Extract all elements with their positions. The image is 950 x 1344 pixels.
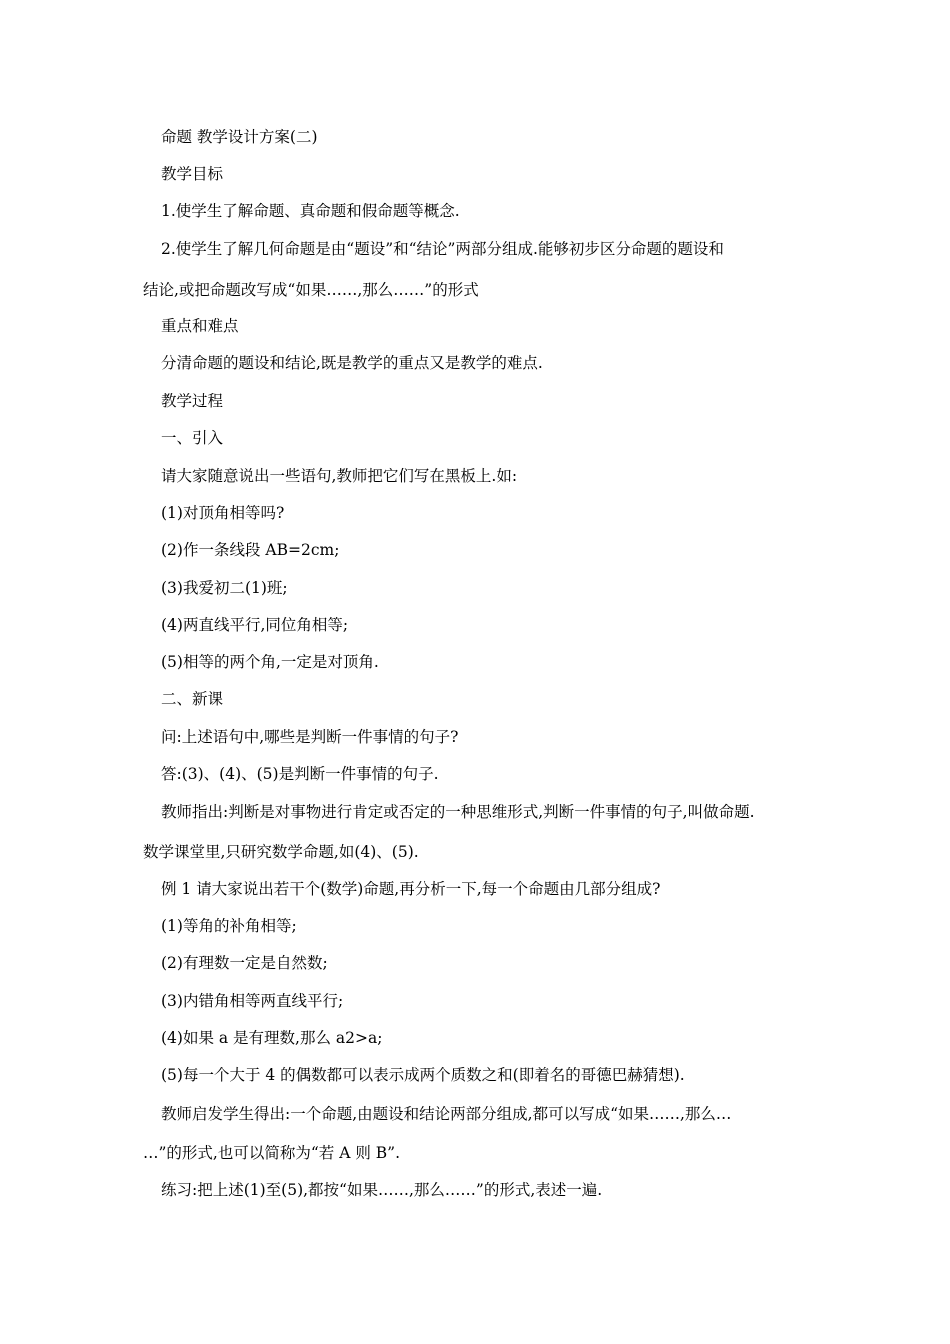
paragraph-line: 请大家随意说出一些语句,教师把它们写在黑板上.如: xyxy=(161,467,518,485)
paragraph-line: 问:上述语句中,哪些是判断一件事情的句子? xyxy=(161,728,459,746)
paragraph-line-continued: 数学课堂里,只研究数学命题,如(4)、(5). xyxy=(143,843,419,861)
paragraph-line: 教师启发学生得出:一个命题,由题设和结论两部分组成,都可以写成“如果……,那么… xyxy=(161,1105,732,1123)
list-item: (4)两直线平行,同位角相等; xyxy=(161,616,349,634)
list-item: (2)有理数一定是自然数; xyxy=(161,954,328,972)
list-item: (3)我爱初二(1)班; xyxy=(161,579,288,597)
paragraph-line-continued: …”的形式,也可以简称为“若 A 则 B”. xyxy=(143,1144,400,1162)
paragraph-line: 例 1 请大家说出若干个(数学)命题,再分析一下,每一个命题由几部分组成? xyxy=(161,880,661,898)
list-item: (5)相等的两个角,一定是对顶角. xyxy=(161,653,379,671)
subsection-heading-new-lesson: 二、新课 xyxy=(161,690,224,708)
paragraph-line: 2.使学生了解几何命题是由“题设”和“结论”两部分组成.能够初步区分命题的题设和 xyxy=(161,240,724,258)
list-item: (3)内错角相等两直线平行; xyxy=(161,992,344,1010)
paragraph-line-continued: 结论,或把命题改写成“如果……,那么……”的形式 xyxy=(143,281,479,299)
list-item: (2)作一条线段 AB=2cm; xyxy=(161,541,340,559)
list-item: (4)如果 a 是有理数,那么 a2>a; xyxy=(161,1029,383,1047)
paragraph-line: 1.使学生了解命题、真命题和假命题等概念. xyxy=(161,202,460,220)
list-item: (5)每一个大于 4 的偶数都可以表示成两个质数之和(即着名的哥德巴赫猜想). xyxy=(161,1066,685,1084)
paragraph-line: 分清命题的题设和结论,既是教学的重点又是教学的难点. xyxy=(161,354,543,372)
list-item: (1)对顶角相等吗? xyxy=(161,504,285,522)
paragraph-line: 教师指出:判断是对事物进行肯定或否定的一种思维形式,判断一件事情的句子,叫做命题. xyxy=(161,803,755,821)
section-heading-teaching-process: 教学过程 xyxy=(161,392,224,410)
subsection-heading-intro: 一、引入 xyxy=(161,429,224,447)
paragraph-line: 答:(3)、(4)、(5)是判断一件事情的句子. xyxy=(161,765,439,783)
document-title: 命题 教学设计方案(二) xyxy=(161,128,318,146)
list-item: (1)等角的补角相等; xyxy=(161,917,297,935)
paragraph-line: 练习:把上述(1)至(5),都按“如果……,那么……”的形式,表述一遍. xyxy=(161,1181,603,1199)
section-heading-teaching-goals: 教学目标 xyxy=(161,165,224,183)
section-heading-key-points: 重点和难点 xyxy=(161,317,239,335)
